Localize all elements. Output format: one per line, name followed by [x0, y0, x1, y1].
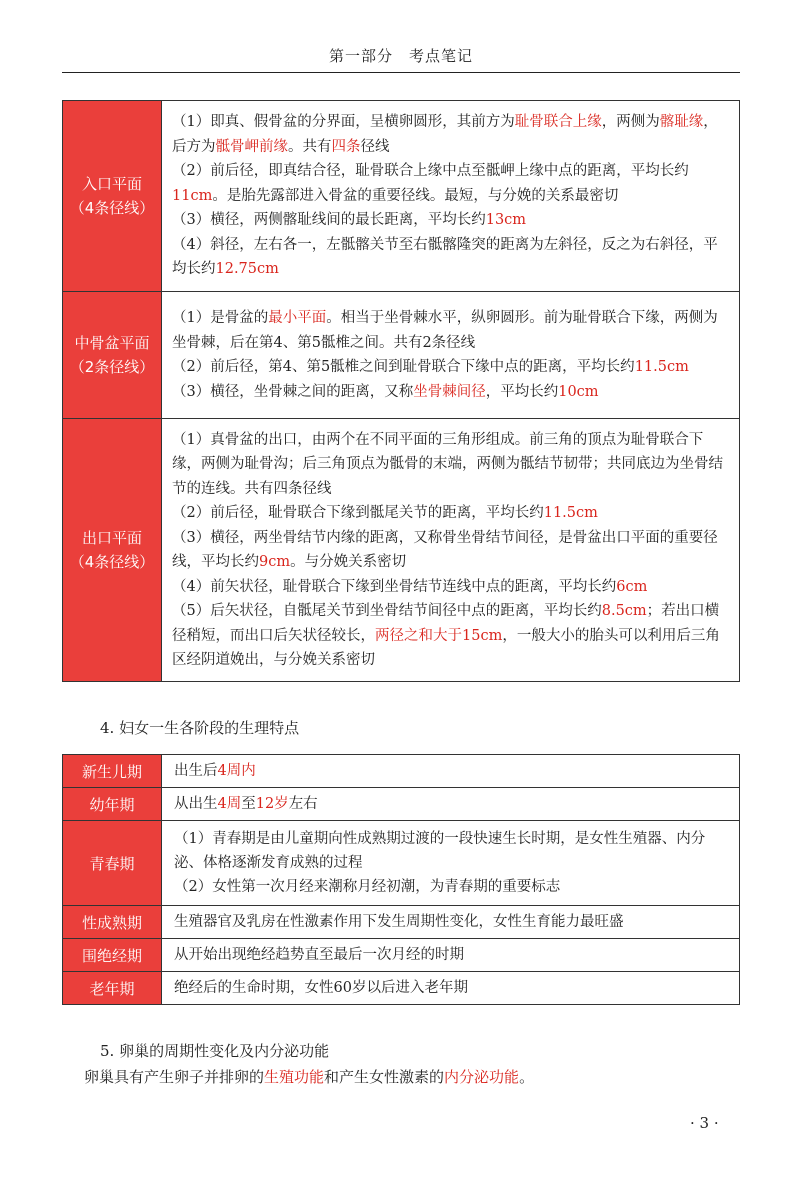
row-label: 幼年期 — [63, 788, 162, 821]
content-line: （3）横径，两坐骨结节内缘的距离，又称骨坐骨结节间径，是骨盆出口平面的重要径线，平均长约9cm。与分娩关系密切 — [172, 529, 718, 570]
page-number: · 3 · — [690, 1114, 719, 1132]
table-row — [63, 419, 740, 682]
row-content: （1）青春期是由儿童期向性成熟期过渡的一段快速生长时期，是女性生殖器、内分泌、体格逐渐发育成熟的过程 （2）女性第一次月经来潮称月经初潮，为青春期的重要标志 — [162, 821, 740, 906]
row-label: 性成熟期 — [63, 906, 162, 939]
table-row — [63, 292, 740, 419]
row-content — [162, 292, 740, 419]
life-stages-table — [62, 754, 740, 1005]
row-content: 从出生4周至12岁左右 — [162, 788, 740, 821]
table-row — [63, 906, 740, 939]
row-label-sub: （4条径线） — [69, 199, 155, 217]
row-content — [162, 101, 740, 292]
row-label — [63, 292, 162, 419]
row-label-title: 中骨盆平面 — [74, 334, 150, 352]
content-line: （4）斜径，左右各一，左骶髂关节至右骶髂隆突的距离为左斜径，反之为右斜径，平均长约12.75cm — [172, 236, 718, 278]
row-content: 绝经后的生命时期，女性60岁以后进入老年期 — [162, 972, 740, 1005]
row-content: 出生后4周内 — [162, 755, 740, 788]
row-label: 围绝经期 — [63, 939, 162, 972]
row-label: 老年期 — [63, 972, 162, 1005]
content-line: （3）横径，两侧髂耻线间的最长距离，平均长约13cm — [172, 212, 527, 229]
row-label: 新生儿期 — [63, 755, 162, 788]
content-line: （2）前后径，耻骨联合下缘到骶尾关节的距离，平均长约11.5cm — [172, 505, 598, 521]
table-row — [63, 755, 740, 788]
section-heading: 4. 妇女一生各阶段的生理特点 — [100, 719, 300, 737]
row-label-sub: （4条径线） — [69, 553, 155, 571]
row-content: 从开始出现绝经趋势直至最后一次月经的时期 — [162, 939, 740, 972]
table-row — [63, 821, 740, 906]
row-label-title: 出口平面 — [81, 529, 142, 547]
row-content: 生殖器官及乳房在性激素作用下发生周期性变化，女性生育能力最旺盛 — [162, 906, 740, 939]
row-content — [162, 419, 740, 682]
content-line: （3）横径，坐骨棘之间的距离，又称坐骨棘间径，平均长约10cm — [172, 383, 599, 400]
table-row — [63, 939, 740, 972]
section-heading: 5. 卵巢的周期性变化及内分泌功能 — [100, 1042, 330, 1060]
row-label: 青春期 — [63, 821, 162, 906]
table-row — [63, 972, 740, 1005]
content-line: （2）前后径，即真结合径，耻骨联合上缘中点至骶岬上缘中点的距离，平均长约11cm。是胎先露部进入骨盆的重要径线。最短，与分娩的关系最密切 — [172, 163, 689, 204]
row-label — [63, 419, 162, 682]
table-row — [63, 788, 740, 821]
content-line: （1）是骨盆的最小平面。相当于坐骨棘水平，纵卵圆形。前为耻骨联合下缘，两侧为坐骨棘，后在第4、第5骶椎之间。共有2条径线 — [172, 310, 718, 351]
table-row — [63, 101, 740, 292]
content-line: （5）后矢状径，自骶尾关节到坐骨结节间径中点的距离，平均长约8.5cm；若出口横径稍短，而出口后矢状径较长，两径之和大于15cm，一般大小的胎头可以利用后三角区经阴道娩出，与分娩关系密切 — [172, 603, 720, 668]
content-line: （1）真骨盆的出口，由两个在不同平面的三角形组成。前三角的顶点为耻骨联合下缘，两侧为耻骨沟；后三角顶点为骶骨的末端，两侧为骶结节韧带；共同底边为坐骨结节的连线。共有四条径线 — [172, 431, 723, 497]
page-header: 第一部分 考点笔记 — [62, 40, 740, 73]
pelvis-planes-table — [62, 100, 740, 682]
row-label-title: 入口平面 — [81, 175, 142, 193]
row-label-sub: （2条径线） — [69, 358, 155, 376]
ovary-function-paragraph: 卵巢具有产生卵子并排卵的生殖功能和产生女性激素的内分泌功能。 — [84, 1068, 535, 1086]
content-line: （1）即真、假骨盆的分界面，呈横卵圆形，其前方为耻骨联合上缘，两侧为髂耻缘，后方为骶骨岬前缘。共有四条径线 — [172, 114, 718, 155]
content-line: （2）前后径，第4、第5骶椎之间到耻骨联合下缘中点的距离，平均长约11.5cm — [172, 359, 689, 375]
content-line: （4）前矢状径，耻骨联合下缘到坐骨结节连线中点的距离，平均长约6cm — [172, 578, 648, 595]
row-label — [63, 101, 162, 292]
